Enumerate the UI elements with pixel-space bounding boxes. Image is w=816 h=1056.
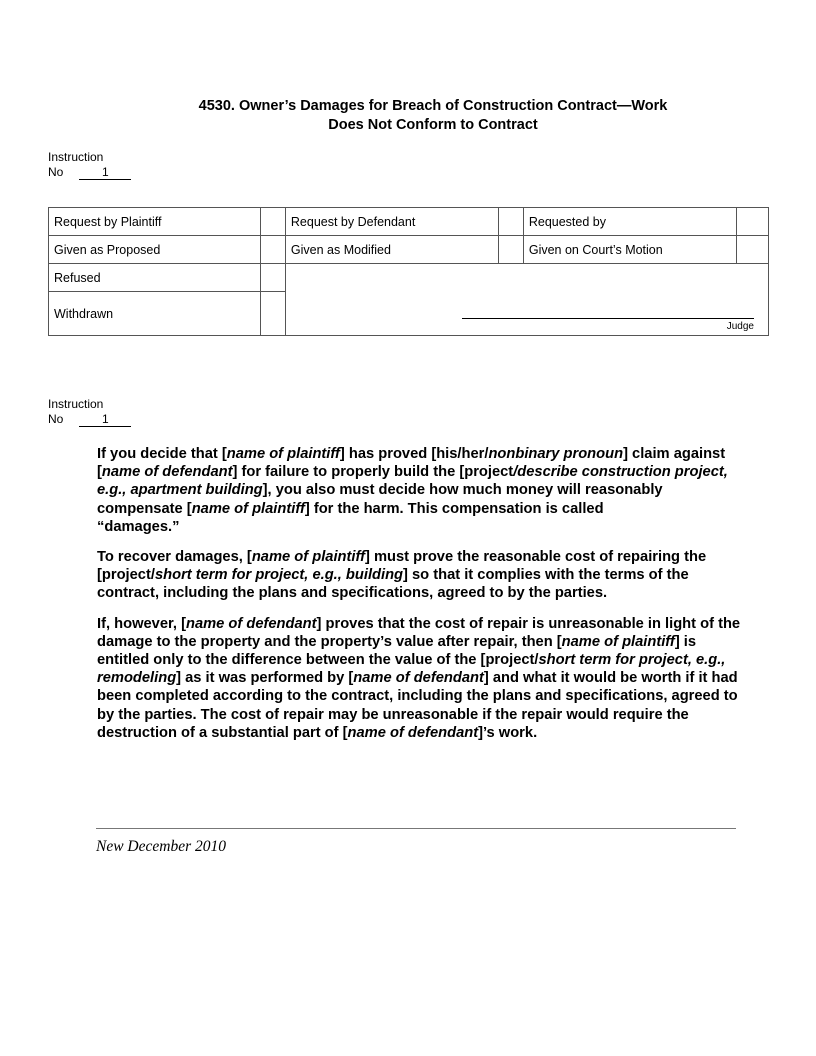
request-table [48,207,769,336]
instruction-number-field[interactable]: 1 [79,413,131,427]
judge-label: Judge [726,321,754,332]
judge-signature-line[interactable] [462,318,754,319]
refused-checkbox[interactable] [261,264,286,292]
request-by-defendant-checkbox[interactable] [499,208,524,236]
given-on-courts-motion-checkbox[interactable] [737,236,769,264]
paragraph-1: If you decide that [name of plaintiff] has proved [his/her/nonbinary pronoun] claim against [name of defendant] for failure to properly build the [project/describe construction project, e.g., apartment building], you also must decide how much money will reasonably compensate [name of plaintiff] for the harm. This compensation is called “damages.” [97,446,728,535]
request-by-plaintiff-label: Request by Plaintiff [49,208,261,236]
paragraph-2: To recover damages, [name of plaintiff] must prove the reasonable cost of repairing the [project/short term for project, e.g., building] so that it complies with the terms of the contract, including the plans and specifications, agreed to by the parties. [97,549,707,602]
paragraph-3: If, however, [name of defendant] proves that the cost of repair is unreasonable in light of the damage to the property and the property’s value after repair, then [name of plaintiff] is entitled only to the difference between the value of the [project/short term for project, e.g., remodeling] as it was performed by [name of defendant] and what it would be worth if it had been completed according to the contract, including the plans and specifications, agreed to by the parties. The cost of repair may be unreasonable if the repair would require the destruction of a substantial part of [name of defendant]’s work. [97,615,741,741]
requested-by-label: Requested by [523,208,736,236]
title-line-2: Does Not Conform to Contract [328,117,538,133]
withdrawn-checkbox[interactable] [261,292,286,336]
title-line-1: 4530. Owner’s Damages for Breach of Construction Contract—Work [198,98,668,114]
instruction-number-header [48,150,131,180]
given-as-modified-label: Given as Modified [285,236,498,264]
footer-divider [96,828,736,829]
request-by-defendant-label: Request by Defendant [285,208,498,236]
no-label: No [48,165,64,179]
refused-label: Refused [49,264,261,292]
requested-by-checkbox[interactable] [737,208,769,236]
given-as-proposed-checkbox[interactable] [261,236,286,264]
instruction-number-header-2 [48,397,131,427]
judge-signature-area [285,264,768,336]
withdrawn-label: Withdrawn [49,292,261,336]
instruction-body [97,445,747,754]
instruction-number-field[interactable]: 1 [79,166,131,180]
instruction-title [0,97,816,135]
no-label: No [48,412,64,426]
instruction-label: Instruction [48,150,104,164]
given-on-courts-motion-label: Given on Court’s Motion [523,236,736,264]
given-as-proposed-label: Given as Proposed [49,236,261,264]
request-by-plaintiff-checkbox[interactable] [261,208,286,236]
footer-note: New December 2010 [96,838,226,855]
instruction-label: Instruction [48,397,104,411]
given-as-modified-checkbox[interactable] [499,236,524,264]
